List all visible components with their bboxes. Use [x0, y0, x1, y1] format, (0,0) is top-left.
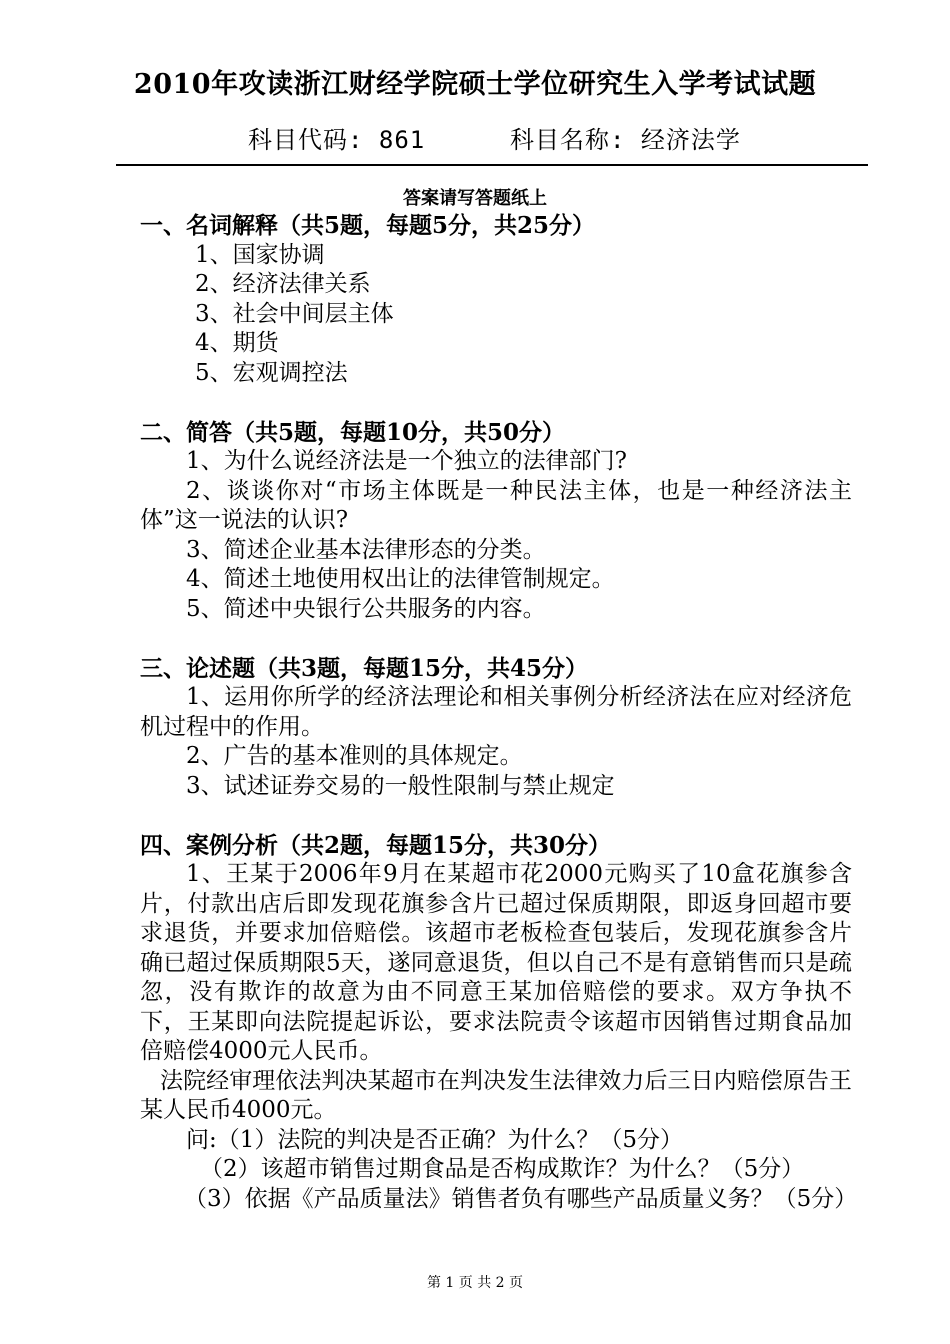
spacer	[140, 388, 852, 418]
spacer	[140, 624, 852, 654]
question-item: 3、简述企业基本法律形态的分类。	[186, 536, 546, 563]
question-item: 3、社会中间层主体	[195, 300, 394, 327]
section-heading-essay: 三、论述题（共3题，每题15分，共45分）	[140, 654, 589, 682]
section-heading-terms: 一、名词解释（共5题，每题5分，共25分）	[140, 212, 596, 239]
question-item: 5、简述中央银行公共服务的内容。	[186, 595, 546, 622]
case-question-2: （2）该超市销售过期食品是否构成欺诈？为什么？（5分）	[200, 1156, 805, 1182]
question-item: 1、为什么说经济法是一个独立的法律部门?	[186, 448, 627, 474]
answer-notice: 答案请写答题纸上	[403, 188, 547, 209]
question-item: 2、谈谈你对“市场主体既是一种民法主体，也是一种经济法主体”这一说法的认识?	[140, 477, 852, 533]
section-heading-case: 四、案例分析（共2题，每题15分，共30分）	[140, 831, 612, 859]
page-number: 第 1 页 共 2 页	[426, 1275, 524, 1291]
question-item: 2、广告的基本准则的具体规定。	[186, 743, 523, 769]
case-question-1: 问:（1）法院的判决是否正确？为什么？（5分）	[186, 1126, 684, 1153]
question-item: 4、简述土地使用权出让的法律管制规定。	[186, 566, 615, 592]
exam-title: 2010年攻读浙江财经学院硕士学位研究生入学考试试题	[133, 69, 817, 100]
question-item: 4、期货	[195, 330, 279, 356]
question-item: 3、试述证券交易的一般性限制与禁止规定	[186, 772, 615, 799]
case-verdict: 法院经审理依法判决某超市在判决发生法律效力后三日内赔偿原告王某人民币4000元。	[140, 1067, 852, 1123]
header-divider	[116, 164, 868, 166]
question-item: 5、宏观调控法	[195, 359, 348, 386]
question-item: 2、经济法律关系	[195, 271, 371, 297]
case-description: 1、王某于2006年9月在某超市花2000元购买了10盒花旗参含片，付款出店后即发现花旗参含片已超过保质期限，即返身回超市要求退货，并要求加倍赔偿。该超市老板检查包装后，发现花旗参含片确已超过保质期限5天，遂同意退货，但以自己不是有意销售而只是疏忽，没有欺诈的故意为由不同意王某加倍赔偿的要求。双方争执不下，王某即向法院提起诉讼，要求法院责令该超市因销售过期食品加倍赔偿4000元人民币。	[140, 861, 852, 1064]
question-item: 1、运用你所学的经济法理论和相关事例分析经济法在应对经济危机过程中的作用。	[140, 684, 852, 740]
exam-content	[140, 211, 858, 1214]
case-question-3: （3）依据《产品质量法》销售者负有哪些产品质量义务？（5分）	[184, 1185, 858, 1212]
question-item: 1、国家协调	[195, 241, 325, 268]
section-heading-short-answer: 二、简答（共5题，每题10分，共50分）	[140, 418, 566, 446]
spacer	[140, 801, 852, 831]
subject-name: 科目名称: 经济法学	[510, 126, 741, 154]
subject-code: 科目代码: 861	[248, 126, 426, 154]
